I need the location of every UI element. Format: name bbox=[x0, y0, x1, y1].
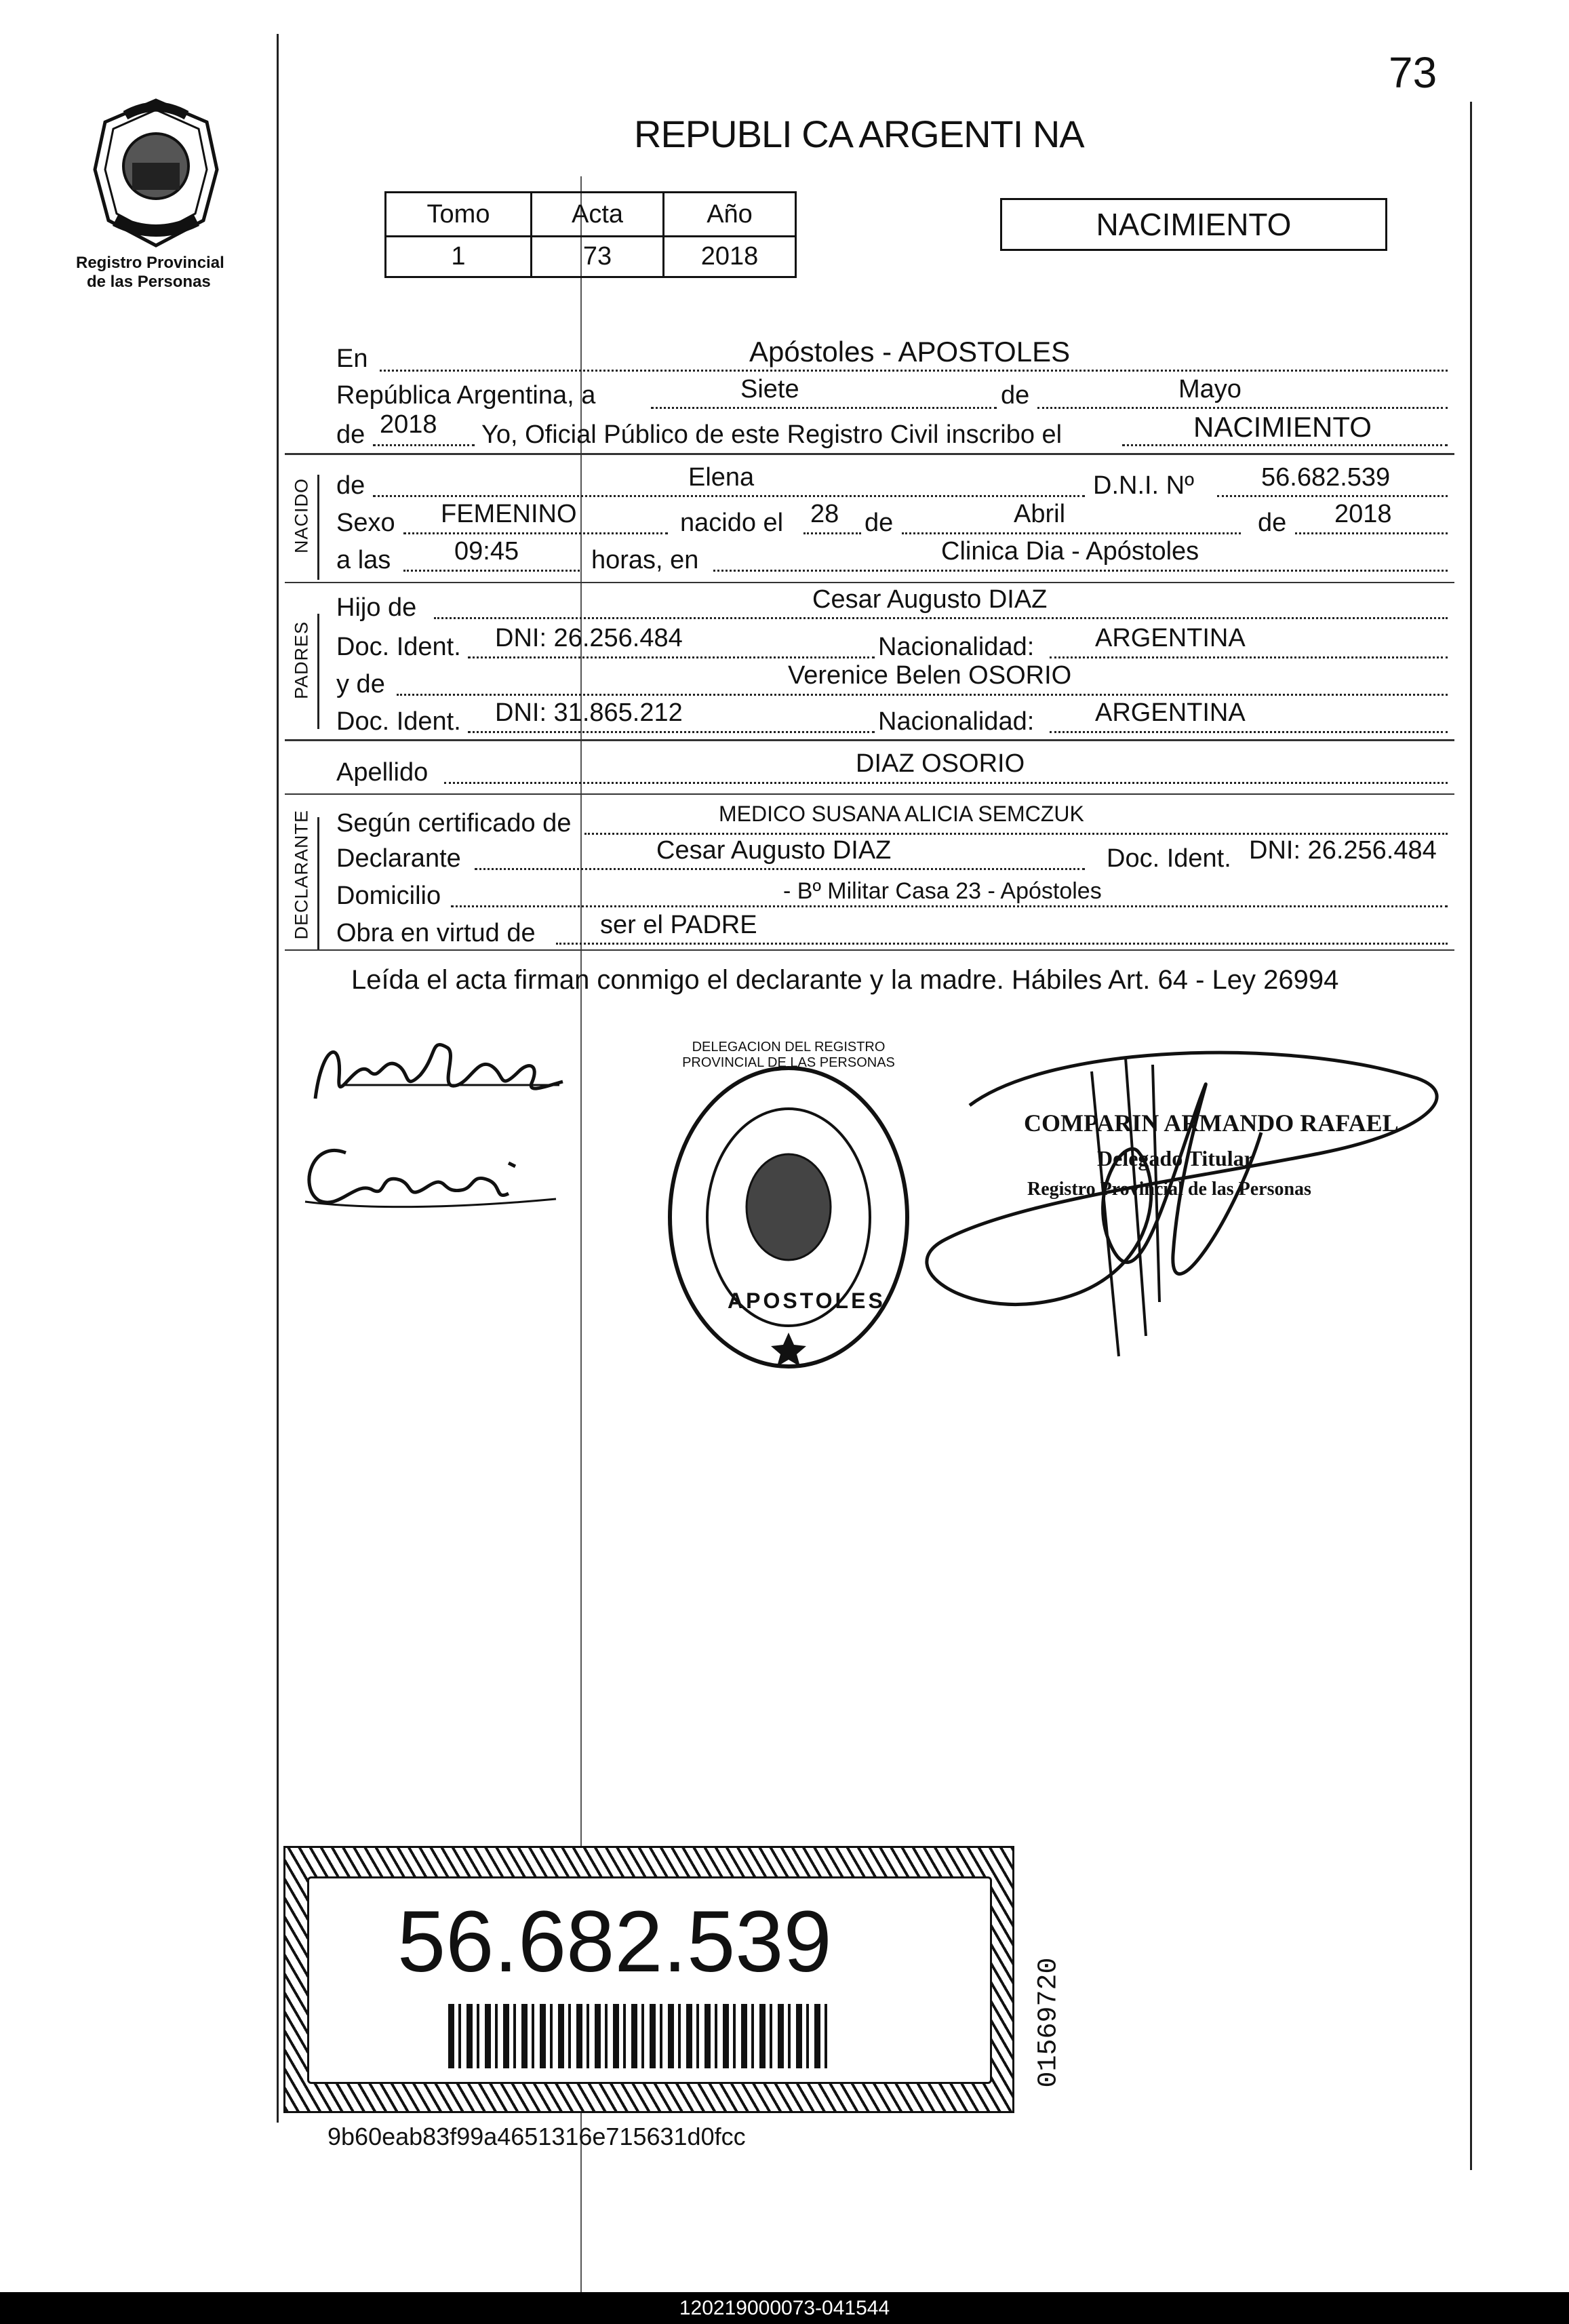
value-declarante-doc: DNI: 26.256.484 bbox=[1249, 836, 1437, 865]
label-doc-ident-madre: Doc. Ident. bbox=[336, 707, 461, 736]
value-madre-nac: ARGENTINA bbox=[1095, 698, 1246, 727]
label-de2: de bbox=[865, 509, 894, 537]
section-rule-4 bbox=[285, 793, 1454, 795]
section-rule-1 bbox=[285, 453, 1454, 455]
label-de3: de bbox=[1258, 509, 1287, 537]
page-title: REPUBLI CA ARGENTI NA bbox=[634, 113, 1084, 155]
dots-dia bbox=[651, 407, 997, 409]
value-declarante: Cesar Augusto DIAZ bbox=[656, 836, 892, 865]
official-signature bbox=[881, 1017, 1492, 1397]
value-mes: Mayo bbox=[1178, 375, 1242, 403]
dots-padre-nac bbox=[1050, 656, 1448, 658]
registro-provincial-logo bbox=[85, 95, 227, 251]
value-dni: 56.682.539 bbox=[1261, 463, 1391, 492]
value-mes-nac: Abril bbox=[1014, 500, 1066, 528]
label-doc-ident-declarante: Doc. Ident. bbox=[1107, 844, 1231, 873]
dots-apellido bbox=[444, 782, 1448, 784]
dots-padre bbox=[434, 617, 1448, 619]
dots-acto bbox=[1122, 444, 1448, 446]
dots-dia-nac bbox=[803, 532, 861, 534]
side-label-padres: PADRES bbox=[291, 621, 312, 700]
label-de-mes: de bbox=[1001, 381, 1030, 410]
stamp-ring-text: DELEGACION DEL REGISTRO PROVINCIAL DE LAS PERSONAS bbox=[682, 1040, 895, 1070]
official-name: COMPARIN ARMANDO RAFAEL bbox=[1024, 1109, 1399, 1137]
value-lugar-nac: Clinica Dia - Apóstoles bbox=[941, 537, 1199, 566]
acta-header-acta: Acta bbox=[532, 193, 664, 237]
side-label-declarante: DECLARANTE bbox=[291, 809, 312, 940]
footer-bar bbox=[0, 2292, 1569, 2324]
value-madre: Verenice Belen OSORIO bbox=[788, 661, 1072, 690]
doc-type-box bbox=[1000, 198, 1387, 251]
value-anio-inscripcion: 2018 bbox=[380, 410, 437, 439]
dots-dni bbox=[1217, 495, 1448, 497]
label-nacionalidad-madre: Nacionalidad: bbox=[878, 707, 1035, 736]
dots-en bbox=[380, 370, 1448, 372]
label-de-nombre: de bbox=[336, 471, 365, 500]
doc-type: NACIMIENTO bbox=[1096, 207, 1292, 242]
label-doc-ident-padre: Doc. Ident. bbox=[336, 633, 461, 661]
official-org: Registro Provincial de las Personas bbox=[1027, 1179, 1311, 1200]
dots-padre-doc bbox=[468, 656, 875, 658]
label-yo: Yo, Oficial Público de este Registro Civil inscribo el bbox=[481, 420, 1062, 449]
declarante-signature bbox=[302, 1017, 573, 1119]
dots-mes-nac bbox=[902, 532, 1241, 534]
dots-nombre bbox=[373, 495, 1085, 497]
value-apellido: DIAZ OSORIO bbox=[856, 749, 1025, 778]
section-rule-2 bbox=[285, 582, 1454, 583]
closing-text: Leída el acta firman conmigo el declarante y la madre. Hábiles Art. 64 - Ley 26994 bbox=[351, 965, 1339, 995]
dots-madre-nac bbox=[1050, 731, 1448, 733]
dots-obra bbox=[556, 943, 1448, 945]
label-sexo: Sexo bbox=[336, 509, 395, 537]
label-en: En bbox=[336, 344, 368, 373]
official-role: Delegado Titular bbox=[1097, 1146, 1254, 1170]
label-horas-en: horas, en bbox=[591, 546, 699, 574]
dots-domicilio bbox=[451, 905, 1448, 907]
value-certificado: MEDICO SUSANA ALICIA SEMCZUK bbox=[719, 802, 1084, 826]
dots-mes bbox=[1037, 407, 1448, 409]
logo-caption-line2: de las Personas bbox=[87, 273, 211, 291]
acta-table bbox=[384, 191, 797, 278]
acta-value-acta: 73 bbox=[532, 237, 664, 277]
label-declarante: Declarante bbox=[336, 844, 461, 873]
acta-value-tomo: 1 bbox=[386, 237, 532, 277]
dots-anio-nac bbox=[1295, 532, 1448, 534]
label-a-las: a las bbox=[336, 546, 391, 574]
label-obra: Obra en virtud de bbox=[336, 919, 536, 947]
value-hora: 09:45 bbox=[454, 537, 519, 566]
dots-madre-doc bbox=[468, 731, 875, 733]
value-nombre: Elena bbox=[688, 463, 755, 492]
value-anio-nac: 2018 bbox=[1334, 500, 1392, 528]
side-label-nacido: NACIDO bbox=[291, 478, 312, 554]
value-acto: NACIMIENTO bbox=[1193, 411, 1372, 443]
madre-signature bbox=[292, 1126, 563, 1221]
section-rule-5 bbox=[285, 949, 1454, 951]
value-sexo: FEMENINO bbox=[441, 500, 577, 528]
padres-bracket bbox=[317, 614, 319, 729]
section-rule-3 bbox=[285, 739, 1454, 741]
official-stamp bbox=[663, 1040, 914, 1373]
acta-value-anio: 2018 bbox=[664, 237, 796, 277]
value-obra: ser el PADRE bbox=[600, 911, 757, 939]
acta-header-anio: Año bbox=[664, 193, 796, 237]
value-lugar: Apóstoles - APOSTOLES bbox=[749, 336, 1071, 368]
page-number: 73 bbox=[1389, 48, 1437, 97]
dots-sexo bbox=[403, 532, 668, 534]
label-nacido-el: nacido el bbox=[680, 509, 784, 537]
logo-caption-line1: Registro Provincial bbox=[76, 254, 224, 272]
dots-madre bbox=[397, 694, 1448, 696]
security-serial-box bbox=[1018, 1933, 1081, 2109]
value-domicilio: - Bº Militar Casa 23 - Apóstoles bbox=[783, 878, 1102, 904]
stamp-center-text: APOSTOLES bbox=[728, 1288, 886, 1313]
security-label-inner bbox=[307, 1876, 992, 2084]
value-dia-nac: 28 bbox=[810, 500, 839, 528]
label-apellido: Apellido bbox=[336, 758, 429, 787]
security-label bbox=[283, 1846, 1014, 2113]
security-serial: 01569720 bbox=[1033, 1957, 1065, 2088]
value-padre: Cesar Augusto DIAZ bbox=[812, 585, 1048, 614]
label-dni: D.N.I. Nº bbox=[1093, 471, 1194, 500]
dots-hora bbox=[403, 570, 580, 572]
value-padre-nac: ARGENTINA bbox=[1095, 624, 1246, 652]
dots-lugar-nac bbox=[713, 570, 1448, 572]
value-madre-doc: DNI: 31.865.212 bbox=[495, 698, 683, 727]
nacido-bracket bbox=[317, 475, 319, 580]
left-margin-line bbox=[277, 34, 279, 2123]
value-dia-letras: Siete bbox=[740, 375, 799, 403]
document-hash: 9b60eab83f99a4651316e715631d0fcc bbox=[327, 2123, 746, 2150]
footer-code: 120219000073-041544 bbox=[679, 2297, 890, 2319]
value-padre-doc: DNI: 26.256.484 bbox=[495, 624, 683, 652]
acta-header-tomo: Tomo bbox=[386, 193, 532, 237]
label-hijo-de: Hijo de bbox=[336, 593, 417, 622]
security-number: 56.682.539 bbox=[397, 1893, 832, 1990]
dots-anio bbox=[373, 444, 475, 446]
label-domicilio: Domicilio bbox=[336, 882, 441, 910]
security-barcode bbox=[448, 2004, 828, 2068]
label-republica: República Argentina, a bbox=[336, 381, 596, 410]
dots-certificado bbox=[584, 833, 1448, 835]
dots-declarante bbox=[475, 868, 1085, 870]
label-de-anio: de bbox=[336, 420, 365, 449]
label-y-de: y de bbox=[336, 670, 385, 698]
label-segun: Según certificado de bbox=[336, 809, 572, 838]
label-nacionalidad-padre: Nacionalidad: bbox=[878, 633, 1035, 661]
declarante-bracket bbox=[317, 817, 319, 949]
